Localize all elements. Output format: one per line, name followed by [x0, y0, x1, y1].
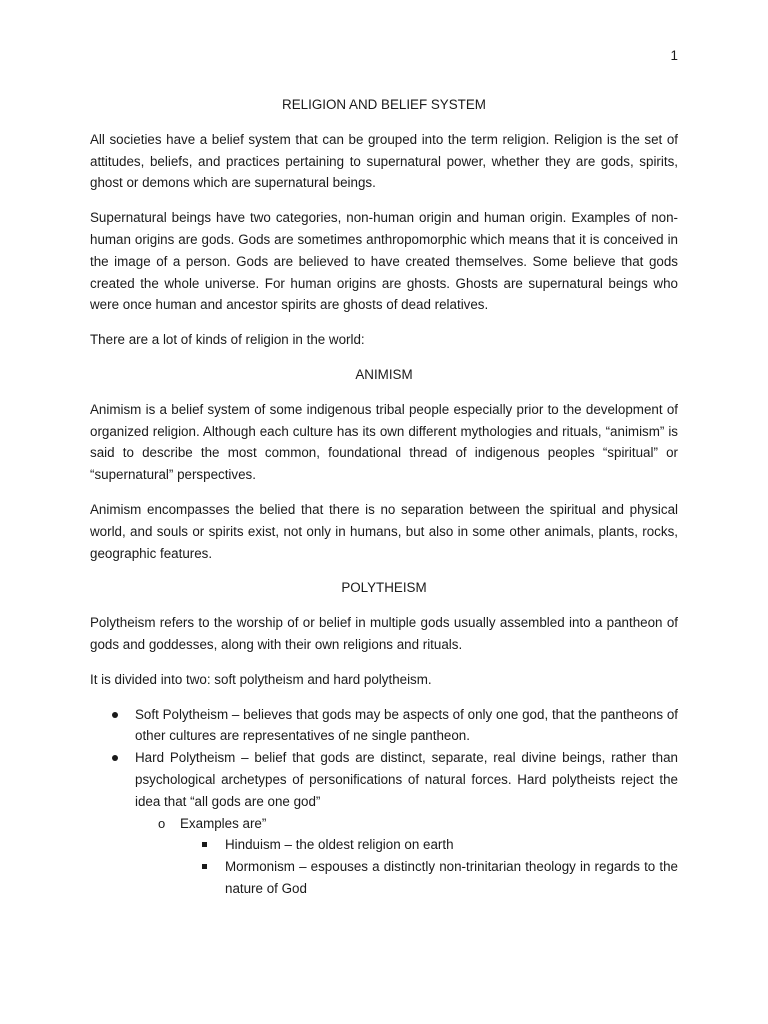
examples-detail-wrapper — [135, 834, 678, 899]
polytheism-heading: POLYTHEISM — [341, 580, 427, 596]
list-item — [90, 704, 678, 748]
hinduism-text: Hinduism – the oldest religion on earth — [225, 837, 454, 853]
polytheism-bullet-list — [90, 704, 678, 900]
list-item — [135, 813, 678, 900]
intro-paragraph-3: There are a lot of kinds of religion in the world: — [90, 332, 365, 348]
polytheism-paragraph-2: It is divided into two: soft polytheism and hard polytheism. — [90, 671, 432, 687]
animism-heading: ANIMISM — [355, 366, 413, 382]
intro-paragraph-1: All societies have a belief system that can be grouped into the term religion. Religion is the set of attitudes, beliefs, and practices pertaining to supernatural power, whether they are gods, spirits, ghost or demons which are supernatural beings. — [90, 131, 678, 191]
mormonism-text: Mormonism – espouses a distinctly non-trinitarian theology in regards to the nature of God — [225, 859, 678, 896]
polytheism-paragraph-1: Polytheism refers to the worship of or belief in multiple gods usually assembled into a pantheon of gods and goddesses, along with their own religions and rituals. — [90, 615, 678, 652]
intro-paragraph-2: Supernatural beings have two categories, non-human origin and human origin. Examples of non-human origins are gods. Gods are sometimes anthropomorphic which means that it is conceived in the image of a person. Gods are believed to have created themselves. Some believe that gods created the whole universe. For human origins are ghosts. Ghosts are supernatural beings who were once human and ancestor spirits are ghosts of dead relatives. — [90, 210, 678, 313]
animism-paragraph-2: Animism encompasses the belied that there is no separation between the spiritual and physical world, and souls or spirits exist, not only in humans, but also in some other animals, plants, rocks, geographic features. — [90, 501, 678, 561]
list-item — [180, 834, 678, 856]
animism-paragraph-1: Animism is a belief system of some indigenous tribal people especially prior to the development of organized religion. Although each culture has its own different mythologies and rituals, “animism” is said to describe the most common, foundational thread of indigenous peoples “spiritual” or “supernatural” perspectives. — [90, 401, 678, 483]
document-title: RELIGION AND BELIEF SYSTEM — [282, 97, 486, 112]
document-body — [90, 94, 678, 900]
examples-detail-list — [135, 834, 678, 899]
bullet-circle-icon: o — [158, 815, 166, 831]
examples-label: Examples are” — [180, 815, 267, 831]
page-number: 1 — [670, 48, 678, 63]
soft-polytheism-text: Soft Polytheism – believes that gods may be aspects of only one god, that the pantheons of other cultures are representatives of ne single pantheon. — [135, 706, 678, 744]
examples-sublist-wrapper — [90, 813, 678, 900]
examples-sublist — [90, 813, 678, 900]
list-item — [90, 747, 678, 900]
list-item — [180, 856, 678, 900]
hard-polytheism-text: Hard Polytheism – belief that gods are distinct, separate, real divine beings, rather than psychological archetypes of personifications of natural forces. Hard polytheists reject the idea that “all gods are one god” — [135, 750, 678, 809]
